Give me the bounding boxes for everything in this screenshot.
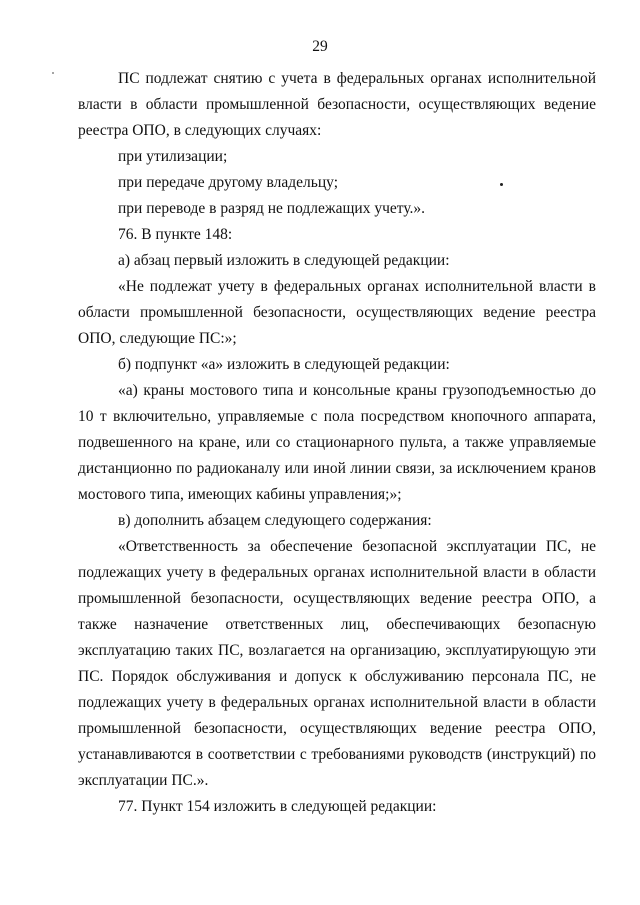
document-body — [78, 66, 596, 820]
scan-speck — [52, 72, 54, 74]
paragraph-quote-not-registered: «Не подлежат учету в федеральных органах исполнительной власти в области промышленной безопасности, осуществляющих ведение реестра ОПО, следующие ПС:»; — [78, 278, 596, 347]
paragraph-item-76: 76. В пункте 148: — [118, 226, 233, 243]
paragraph-transfer-owner: при передаче другому владельцу; — [118, 174, 338, 191]
paragraph-deregistration-cases: ПС подлежат снятию с учета в федеральных органах исполнительной власти в области промышленной безопасности, осуществляющих ведение реестра ОПО, в следующих случаях: — [78, 70, 596, 139]
paragraph-disposal: при утилизации; — [118, 148, 228, 165]
paragraph-item-77: 77. Пункт 154 изложить в следующей редакции: — [118, 798, 437, 815]
page-number: 29 — [312, 38, 328, 55]
paragraph-subitem-b: б) подпункт «а» изложить в следующей редакции: — [118, 356, 450, 373]
paragraph-quote-responsibility: «Ответственность за обеспечение безопасной эксплуатации ПС, не подлежащих учету в федеральных органах исполнительной власти в области промышленной безопасности, осуществляющих ведение реестра ОПО, а также назначение ответственных лиц, обеспечивающих безопасную эксплуатацию таких ПС, возлагается на организацию, эксплуатирующую эти ПС. Порядок обслуживания и допуск к обслуживанию персонала ПС, не подлежащих учету в федеральных органах исполнительной власти в области промышленной безопасности, осуществляющих ведение реестра ОПО, устанавливаются в соответствии с требованиями руководств (инструкций) по эксплуатации ПС.». — [78, 538, 596, 789]
paragraph-quote-cranes: «а) краны мостового типа и консольные краны грузоподъемностью до 10 т включительно, управляемые с пола посредством кнопочного аппарата, подвешенного на кране, или со стационарного пульта, а также управляемые дистанционно по радиоканалу или иной линии связи, за исключением кранов мостового типа, имеющих кабины управления;»; — [78, 382, 596, 503]
paragraph-subitem-v: в) дополнить абзацем следующего содержания: — [118, 512, 432, 529]
paragraph-not-subject-to-registration: при переводе в разряд не подлежащих учету.». — [118, 200, 426, 217]
paragraph-subitem-a: а) абзац первый изложить в следующей редакции: — [118, 252, 450, 269]
scan-speck — [500, 183, 503, 186]
